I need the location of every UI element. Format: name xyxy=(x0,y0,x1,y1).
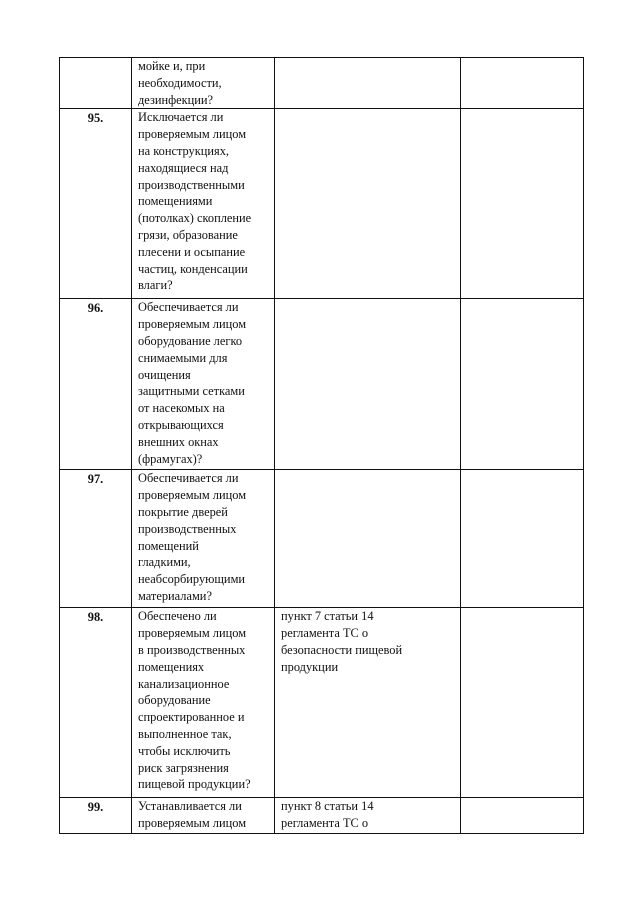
row-number-cell xyxy=(60,58,132,109)
reference-cell xyxy=(275,470,455,608)
question-text: Обеспечивается ли проверяемым лицом оборудование легко снимаемыми для очищения защитными сетками от насекомых на открывающихся внешних окнах (фрамугах)? xyxy=(138,300,247,466)
row-number-cell: 96. xyxy=(60,299,132,470)
row-number-cell: 98. xyxy=(60,608,132,798)
row-number-cell: 99. xyxy=(60,798,132,834)
question-cell xyxy=(132,58,275,109)
question-text: мойке и, при необходимости, дезинфекции? xyxy=(138,59,222,107)
table-row xyxy=(60,58,584,109)
notes-cell xyxy=(461,109,584,299)
question-text: Обеспечивается ли проверяемым лицом покрытие дверей производственных помещений гладкими, неабсорбирующими материалами? xyxy=(138,471,247,603)
question-cell xyxy=(132,470,275,608)
table-row xyxy=(60,798,584,834)
row-number-cell: 95. xyxy=(60,109,132,299)
notes-cell xyxy=(461,470,584,608)
notes-cell xyxy=(461,299,584,470)
question-text: Обеспечено ли проверяемым лицом в производственных помещениях канализационное оборудование спроектированное и выполненное так, чтобы исключить риск загрязнения пищевой продукции? xyxy=(138,609,251,792)
table-row xyxy=(60,470,584,608)
reference-cell xyxy=(275,608,455,798)
notes-cell xyxy=(461,58,584,109)
question-cell xyxy=(132,109,275,299)
reference-text: пункт 7 статьи 14 регламента ТС о безопасности пищевой продукции xyxy=(281,609,403,674)
reference-cell xyxy=(275,798,455,834)
checklist-table xyxy=(59,57,584,834)
row-number-cell: 97. xyxy=(60,470,132,608)
question-cell xyxy=(132,798,275,834)
reference-text: пункт 8 статьи 14 регламента ТС о xyxy=(281,799,374,831)
reference-cell xyxy=(275,299,455,470)
reference-cell xyxy=(275,109,455,299)
question-text: Устанавливается ли проверяемым лицом xyxy=(138,799,247,831)
question-text: Исключается ли проверяемым лицом на конструкциях, находящиеся над производственными помещениями (потолках) скопление грязи, образование плесени и осыпание частиц, конденсации влаги? xyxy=(138,110,252,293)
question-cell xyxy=(132,608,275,798)
table-row xyxy=(60,109,584,299)
question-cell xyxy=(132,299,275,470)
reference-cell xyxy=(275,58,455,109)
notes-cell xyxy=(461,798,584,834)
table-row xyxy=(60,299,584,470)
table-row xyxy=(60,608,584,798)
notes-cell xyxy=(461,608,584,798)
